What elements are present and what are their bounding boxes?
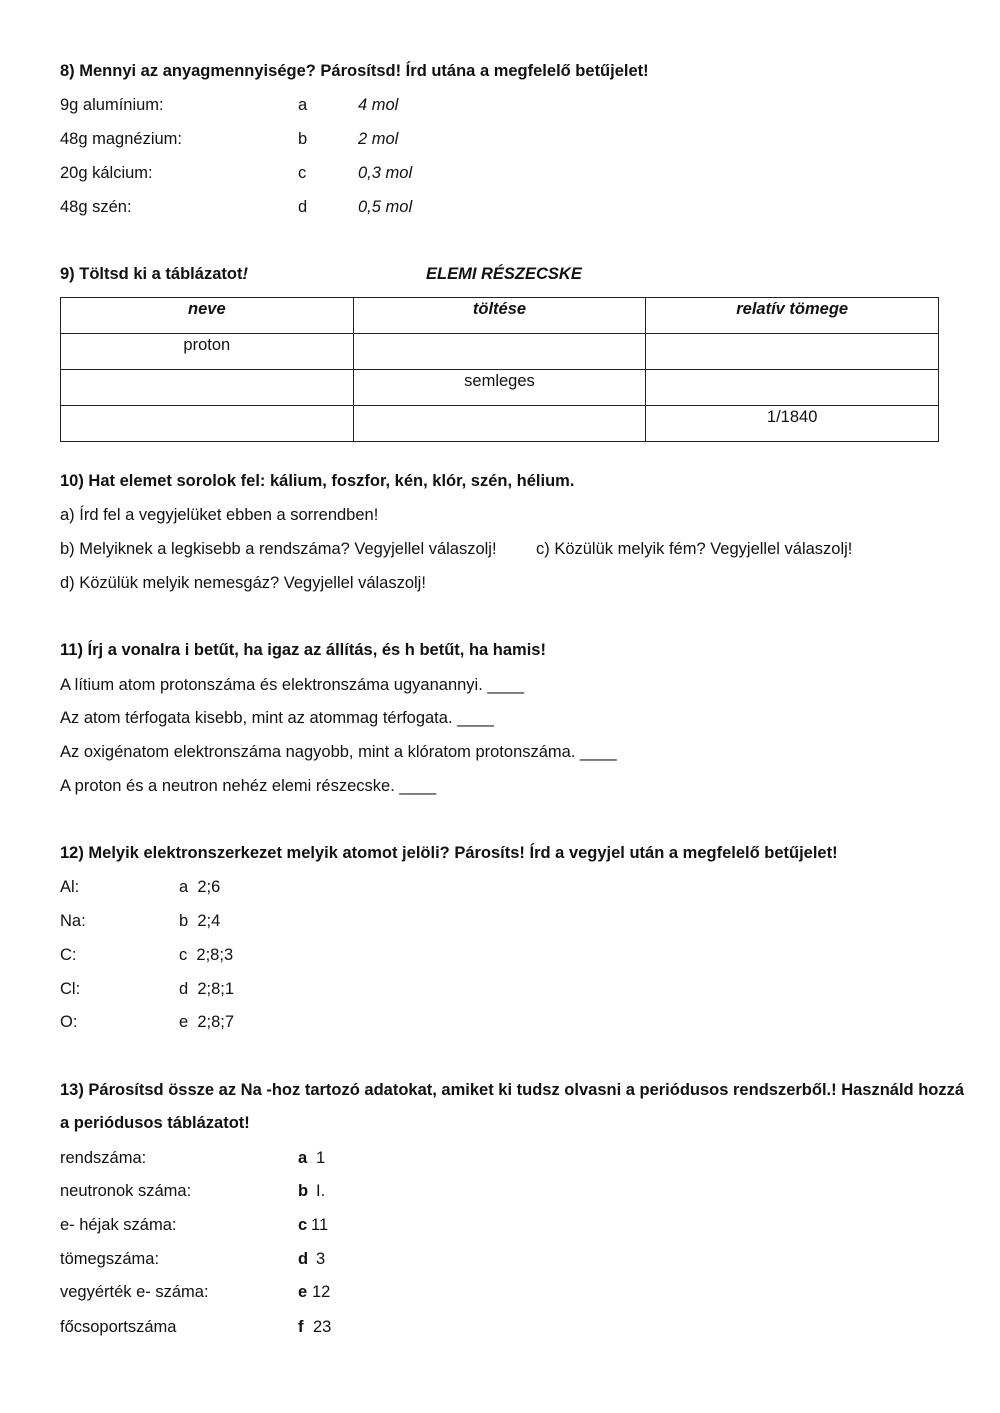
q12-title: 12) Melyik elektronszerkezet melyik atomot jelöli? Párosíts! Írd a vegyjel után a megfelelő betűjelet! [60,844,838,862]
q12-item: Cl: [60,980,81,998]
q11-title: 11) Írj a vonalra i betűt, ha igaz az állítás, és h betűt, ha hamis! [60,641,546,659]
q13-item: e- héjak száma: [60,1216,177,1234]
q8-value: 2 mol [358,130,399,148]
q13-item: vegyérték e- száma: [60,1283,209,1301]
q13-item: tömegszáma: [60,1250,160,1268]
table-cell: semleges [353,370,646,406]
q8-letter: d [298,198,308,216]
q8-value: 0,3 mol [358,164,413,182]
q13-value: 1 [316,1149,326,1167]
q11-statement: A proton és a neutron nehéz elemi részecske. ____ [60,777,437,795]
q10-c: c) Közülük melyik fém? Vegyjellel válaszolj! [536,540,853,558]
q13-item: rendszáma: [60,1149,147,1167]
q13-letter: a [298,1149,308,1167]
q13-letter: c [298,1216,308,1234]
q13-letter: e [298,1283,308,1301]
header-charge: töltése [353,298,646,334]
q12-option: e 2;8;7 [179,1013,235,1031]
q9-title-mark: ! [242,265,248,283]
q13-title-line1: 13) Párosítsd össze az Na -hoz tartozó adatokat, amiket ki tudsz olvasni a periódusos rendszerből.! Használd hozzá [60,1081,965,1099]
q13-value: 3 [316,1250,326,1268]
table-cell [646,370,939,406]
q11-statement: A lítium atom protonszáma és elektronszáma ugyanannyi. ____ [60,676,525,694]
particle-table [60,297,939,442]
q8-item: 9g alumínium: [60,96,164,114]
q10-a: a) Írd fel a vegyjelüket ebben a sorrendben! [60,506,379,524]
q13-item: főcsoportszáma [60,1318,177,1336]
q12-item: Na: [60,912,86,930]
table-cell [646,334,939,370]
table-header-row [61,298,939,334]
q13-letter: f [298,1318,304,1336]
q8-item: 48g magnézium: [60,130,182,148]
table-cell [61,406,354,442]
table-cell [353,334,646,370]
q9-title: 9) Töltsd ki a táblázatot! [60,265,248,283]
table-row [61,334,939,370]
q11-statement: Az oxigénatom elektronszáma nagyobb, mint a klóratom protonszáma. ____ [60,743,617,761]
q9-table-title: ELEMI RÉSZECSKE [426,265,582,283]
q13-item: neutronok száma: [60,1182,192,1200]
q10-title: 10) Hat elemet sorolok fel: kálium, foszfor, kén, klór, szén, hélium. [60,472,575,490]
table-row [61,406,939,442]
q13-letter: b [298,1182,309,1200]
q12-item: C: [60,946,77,964]
q11-statement: Az atom térfogata kisebb, mint az atommag térfogata. ____ [60,709,494,727]
q12-option: a 2;6 [179,878,221,896]
q8-item: 20g kálcium: [60,164,153,182]
q8-letter: c [298,164,307,182]
q10-d: d) Közülük melyik nemesgáz? Vegyjellel válaszolj! [60,574,426,592]
header-mass: relatív tömege [646,298,939,334]
q12-option: c 2;8;3 [179,946,234,964]
q8-title: 8) Mennyi az anyagmennyisége? Párosítsd! Írd utána a megfelelő betűjelet! [60,62,649,80]
q12-option: b 2;4 [179,912,221,930]
q13-letter: d [298,1250,309,1268]
q13-value: 23 [313,1318,332,1336]
q8-item: 48g szén: [60,198,132,216]
q8-value: 4 mol [358,96,399,114]
q8-letter: b [298,130,308,148]
q13-title-line2: a periódusos táblázatot! [60,1114,250,1132]
q8-letter: a [298,96,308,114]
header-name: neve [61,298,354,334]
q13-value: 11 [311,1216,329,1234]
table-row [61,370,939,406]
table-cell: 1/1840 [646,406,939,442]
q12-option: d 2;8;1 [179,980,235,998]
q12-item: O: [60,1013,78,1031]
q13-value: I. [316,1182,326,1200]
q13-value: 12 [312,1283,331,1301]
q8-value: 0,5 mol [358,198,413,216]
table-cell: proton [61,334,354,370]
table-cell [353,406,646,442]
q12-item: Al: [60,878,80,896]
table-cell [61,370,354,406]
q10-b: b) Melyiknek a legkisebb a rendszáma? Vegyjellel válaszolj! [60,540,497,558]
